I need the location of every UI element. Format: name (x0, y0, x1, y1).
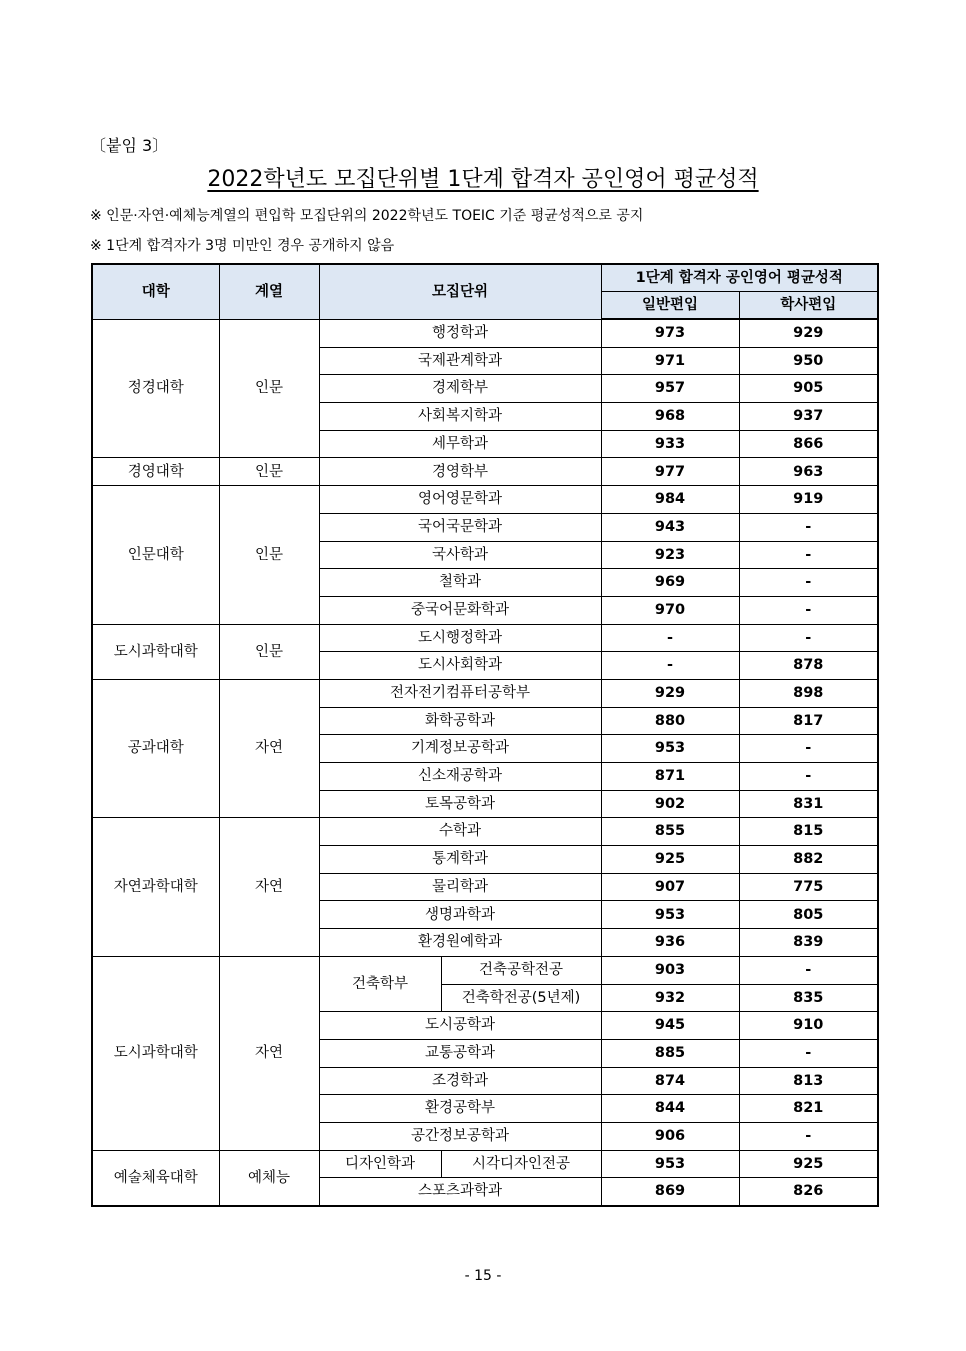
general-score-cell: 984 (601, 486, 739, 514)
unit-cell: 도시공학과 (319, 1012, 601, 1040)
general-score-cell: 871 (601, 763, 739, 791)
field-cell: 자연 (219, 956, 319, 1150)
bachelor-score-cell: 929 (739, 319, 878, 347)
bachelor-score-cell: - (739, 513, 878, 541)
bachelor-score-cell: 821 (739, 1095, 878, 1123)
parent-unit-cell: 디자인학과 (319, 1150, 441, 1178)
college-cell: 자연과학대학 (92, 818, 219, 956)
bachelor-score-cell: 878 (739, 652, 878, 680)
general-score-cell: 971 (601, 347, 739, 375)
bachelor-score-cell: 905 (739, 375, 878, 403)
bachelor-score-cell: - (739, 1122, 878, 1150)
unit-cell: 공간정보공학과 (319, 1122, 601, 1150)
general-score-cell: 969 (601, 569, 739, 597)
note-line: ※ 1단계 합격자가 3명 미만인 경우 공개하지 않음 (90, 238, 395, 254)
bachelor-score-cell: - (739, 596, 878, 624)
college-cell: 공과대학 (92, 679, 219, 817)
field-cell: 예체능 (219, 1150, 319, 1206)
bachelor-score-cell: 817 (739, 707, 878, 735)
general-score-cell: 925 (601, 846, 739, 874)
bachelor-score-cell: - (739, 763, 878, 791)
bachelor-score-cell: 919 (739, 486, 878, 514)
header-college: 대학 (92, 264, 219, 319)
unit-cell: 시각디자인전공 (441, 1150, 601, 1178)
field-cell: 인문 (219, 319, 319, 458)
header-general: 일반편입 (601, 292, 739, 320)
general-score-cell: 957 (601, 375, 739, 403)
unit-cell: 건축학전공(5년제) (441, 984, 601, 1012)
note-line: ※ 인문·자연·예체능계열의 편입학 모집단위의 2022학년도 TOEIC 기준 평균성적으로 공지 (90, 208, 644, 224)
table-row (92, 679, 878, 707)
page-number: - 15 - (464, 1268, 502, 1284)
unit-cell: 사회복지학과 (319, 403, 601, 431)
bachelor-score-cell: - (739, 569, 878, 597)
unit-cell: 통계학과 (319, 846, 601, 874)
unit-cell: 수학과 (319, 818, 601, 846)
bachelor-score-cell: 805 (739, 901, 878, 929)
unit-cell: 스포츠과학과 (319, 1178, 601, 1206)
unit-cell: 국제관계학과 (319, 347, 601, 375)
field-cell: 인문 (219, 458, 319, 486)
bachelor-score-cell: - (739, 1039, 878, 1067)
general-score-cell: 953 (601, 901, 739, 929)
general-score-cell: 874 (601, 1067, 739, 1095)
attachment-label: 〔붙임 3〕 (90, 136, 169, 155)
table-row (92, 486, 878, 514)
field-cell: 인문 (219, 624, 319, 679)
unit-cell: 철학과 (319, 569, 601, 597)
table-row (92, 818, 878, 846)
general-score-cell: 973 (601, 319, 739, 347)
general-score-cell: 869 (601, 1178, 739, 1206)
general-score-cell: - (601, 624, 739, 652)
general-score-cell: 970 (601, 596, 739, 624)
unit-cell: 신소재공학과 (319, 763, 601, 791)
field-cell: 인문 (219, 486, 319, 624)
unit-cell: 경제학부 (319, 375, 601, 403)
college-cell: 도시과학대학 (92, 624, 219, 679)
unit-cell: 환경공학부 (319, 1095, 601, 1123)
table-row (92, 956, 878, 984)
general-score-cell: 932 (601, 984, 739, 1012)
bachelor-score-cell: - (739, 956, 878, 984)
unit-cell: 생명과학과 (319, 901, 601, 929)
bachelor-score-cell: 826 (739, 1178, 878, 1206)
bachelor-score-cell: 937 (739, 403, 878, 431)
bachelor-score-cell: 839 (739, 929, 878, 957)
bachelor-score-cell: - (739, 541, 878, 569)
header-unit: 모집단위 (319, 264, 601, 319)
unit-cell: 교통공학과 (319, 1039, 601, 1067)
bachelor-score-cell: 775 (739, 873, 878, 901)
bachelor-score-cell: - (739, 735, 878, 763)
table-row (92, 624, 878, 652)
general-score-cell: 880 (601, 707, 739, 735)
table-row (92, 319, 878, 347)
field-cell: 자연 (219, 679, 319, 817)
general-score-cell: 844 (601, 1095, 739, 1123)
unit-cell: 중국어문화학과 (319, 596, 601, 624)
general-score-cell: 953 (601, 1150, 739, 1178)
college-cell: 경영대학 (92, 458, 219, 486)
unit-cell: 경영학부 (319, 458, 601, 486)
bachelor-score-cell: - (739, 624, 878, 652)
general-score-cell: 906 (601, 1122, 739, 1150)
general-score-cell: 903 (601, 956, 739, 984)
header-score-group: 1단계 합격자 공인영어 평균성적 (601, 264, 878, 292)
bachelor-score-cell: 882 (739, 846, 878, 874)
unit-cell: 국어국문학과 (319, 513, 601, 541)
general-score-cell: 885 (601, 1039, 739, 1067)
bachelor-score-cell: 898 (739, 679, 878, 707)
unit-cell: 조경학과 (319, 1067, 601, 1095)
header-bachelor: 학사편입 (739, 292, 878, 320)
general-score-cell: 929 (601, 679, 739, 707)
unit-cell: 화학공학과 (319, 707, 601, 735)
bachelor-score-cell: 866 (739, 430, 878, 458)
header-field: 계열 (219, 264, 319, 319)
bachelor-score-cell: 925 (739, 1150, 878, 1178)
general-score-cell: 923 (601, 541, 739, 569)
table-row (92, 458, 878, 486)
unit-cell: 토목공학과 (319, 790, 601, 818)
college-cell: 예술체육대학 (92, 1150, 219, 1206)
unit-cell: 전자전기컴퓨터공학부 (319, 679, 601, 707)
bachelor-score-cell: 950 (739, 347, 878, 375)
general-score-cell: 943 (601, 513, 739, 541)
unit-cell: 영어영문학과 (319, 486, 601, 514)
bachelor-score-cell: 910 (739, 1012, 878, 1040)
bachelor-score-cell: 815 (739, 818, 878, 846)
general-score-cell: 953 (601, 735, 739, 763)
document-title: 2022학년도 모집단위별 1단계 합격자 공인영어 평균성적 (207, 167, 759, 192)
unit-cell: 세무학과 (319, 430, 601, 458)
bachelor-score-cell: 835 (739, 984, 878, 1012)
college-cell: 정경대학 (92, 319, 219, 458)
unit-cell: 물리학과 (319, 873, 601, 901)
unit-cell: 국사학과 (319, 541, 601, 569)
general-score-cell: 902 (601, 790, 739, 818)
general-score-cell: 855 (601, 818, 739, 846)
bachelor-score-cell: 963 (739, 458, 878, 486)
general-score-cell: 907 (601, 873, 739, 901)
general-score-cell: - (601, 652, 739, 680)
unit-cell: 행정학과 (319, 319, 601, 347)
unit-cell: 건축공학전공 (441, 956, 601, 984)
parent-unit-cell: 건축학부 (319, 956, 441, 1011)
unit-cell: 도시사회학과 (319, 652, 601, 680)
unit-cell: 환경원예학과 (319, 929, 601, 957)
table-row (92, 1150, 878, 1178)
college-cell: 인문대학 (92, 486, 219, 624)
general-score-cell: 968 (601, 403, 739, 431)
unit-cell: 기계정보공학과 (319, 735, 601, 763)
score-table (91, 263, 879, 1207)
field-cell: 자연 (219, 818, 319, 956)
general-score-cell: 977 (601, 458, 739, 486)
general-score-cell: 933 (601, 430, 739, 458)
bachelor-score-cell: 813 (739, 1067, 878, 1095)
general-score-cell: 936 (601, 929, 739, 957)
college-cell: 도시과학대학 (92, 956, 219, 1150)
unit-cell: 도시행정학과 (319, 624, 601, 652)
bachelor-score-cell: 831 (739, 790, 878, 818)
general-score-cell: 945 (601, 1012, 739, 1040)
